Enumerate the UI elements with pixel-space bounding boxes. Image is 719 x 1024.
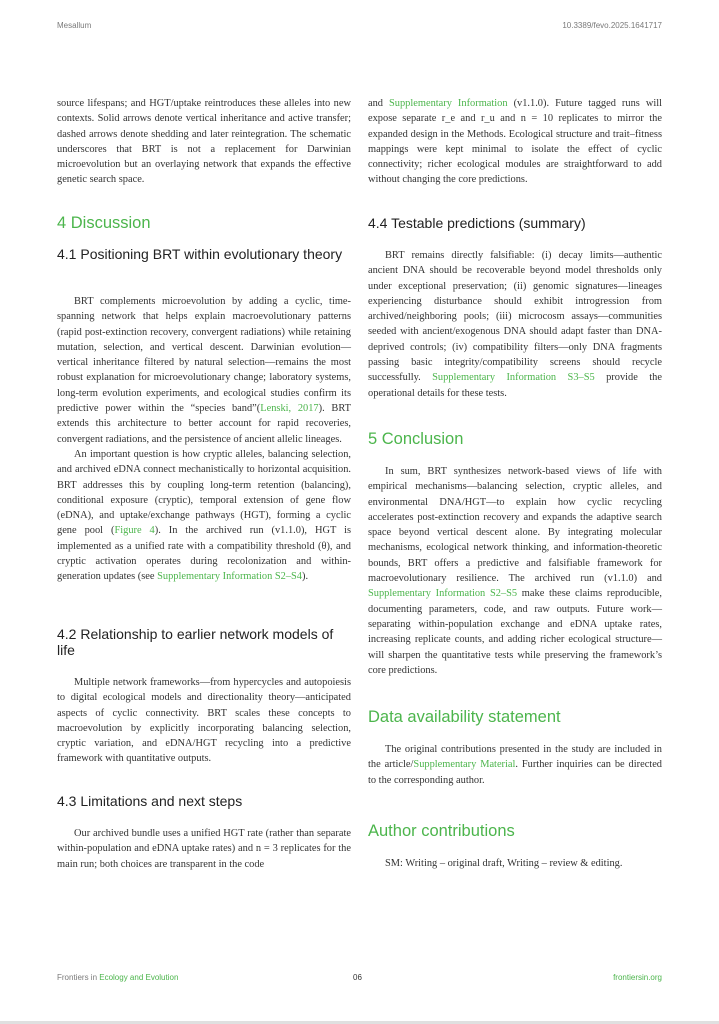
section-heading-data-availability: Data availability statement xyxy=(368,708,561,726)
figure-caption-continuation: source lifespans; and HGT/uptake reintroduces these alleles into new contexts. Solid arrows denote vertical inheritance and active transfer; dashed arrows denote shedding and later reintegration. The schematic underscores that BRT is not a replacement for Darwinian microevolution but an overlaying network that expands the effective genetic search space. xyxy=(57,98,351,186)
paragraph-4-1-a: BRT complements microevolution by adding a cyclic, time-spanning network that helps explain macroevolutionary patterns (rapid post-extinction recovery, convergent radiations) while retaining mutation, selection, and vertical descent. Darwinian evolution—vertical inheritance filtered by natural selection—remains the most robust explanation for microevolutionary change; laboratory systems, long-term evolution experiments, and ecological studies confirm its predictive power within the “species band”(Lenski, 2017). BRT extends this architecture to better account for rapid recoveries, convergent radiations, and the persistence of ancient allelic lineages. xyxy=(57,296,352,445)
paragraph-data-availability: The original contributions presented in the study are included in the article/Supplementary Material. Further inquiries can be directed to the corresponding author. xyxy=(368,744,663,786)
paragraph-conclusion: In sum, BRT synthesizes network-based views of life with empirical mechanisms—balancing selection, cryptic alleles, and environmental DNA/HGT—to explain how cyclic recycling accelerates post-extinction recovery and expands the adaptive search space beyond vertical descent alone. By integrating molecular mechanisms, ecological network thinking, and information-theoretic bounds, BRT offers a predictive and falsifiable framework for macroevolutionary resilience. The archived run (v1.1.0) and Supplementary Information S2–S5 make these claims reproducible, documenting parameters, code, and raw outputs. Future work—separating within-population exchange and eDNA uptake rates, increasing replicate counts, and adding richer ecological structure—will sharpen the quantitative tests while preserving the framework’s core predictions. xyxy=(368,466,662,676)
header-doi[interactable]: 10.3389/fevo.2025.1641717 xyxy=(562,21,662,30)
supplementary-link[interactable]: Supplementary Information S2–S5 xyxy=(368,588,518,600)
site-link[interactable]: frontiersin.org xyxy=(613,973,662,982)
supplementary-link[interactable]: Supplementary Information S3–S5 xyxy=(432,372,595,384)
section-heading-author-contributions: Author contributions xyxy=(368,822,515,840)
citation-link[interactable]: Lenski, 2017 xyxy=(260,403,319,415)
page-number: 06 xyxy=(353,973,362,982)
paragraph-4-1-b: An important question is how cryptic alleles, balancing selection, and archived eDNA connect mechanistically to horizontal acquisition. BRT addresses this by coupling long-term retention (balancing), conditional exposure (cryptic), temporal extension of gene flow (eDNA), and uptake/exchange pathways (HGT), forming a cyclic gene pool (Figure 4). In the archived run (v1.1.0), HGT is implemented as a unified rate with a compatibility threshold (θ), and cryptic activation operates during recolonization and within-generation updates (see Supplementary Information S2–S4). xyxy=(57,448,351,583)
running-header xyxy=(57,21,662,30)
subsection-heading-4-3: 4.3 Limitations and next steps xyxy=(57,793,243,809)
paragraph-4-3-continued: and Supplementary Information (v1.1.0). Future tagged runs will expose separate r_e and r_u and n = 10 replicates to mirror the expanded design in the Methods. Ecological structure and trait–fitness mappings were kept minimal to isolate the effect of cyclic connectivity; richer ecological modules are straightforward to add without changing the core predictions. xyxy=(368,98,662,186)
section-heading-discussion: 4 Discussion xyxy=(57,214,151,232)
supplementary-link[interactable]: Supplementary Information xyxy=(389,98,508,109)
journal-link[interactable]: Ecology and Evolution xyxy=(99,973,179,982)
subsection-heading-4-1: 4.1 Positioning BRT within evolutionary theory xyxy=(57,246,343,262)
figure-link[interactable]: Figure 4 xyxy=(114,525,155,537)
paragraph-4-2: Multiple network frameworks—from hypercycles and autopoiesis to digital ecological models and directionality theory—anticipated aspects of cyclic connectivity. BRT scales these concepts to macroevolution by explicitly incorporating balancing selection, cryptic variation, and eDNA/HGT recycling into a predictive framework with quantitative outputs. xyxy=(57,677,351,765)
paragraph-4-4: BRT remains directly falsifiable: (i) decay limits—authentic ancient DNA should be recoverable beyond model thresholds only under exceptional preservation; (ii) genomic signatures—lineages experiencing disturbance should exhibit introgression from archived/neighboring pools; (iii) microcosm assays—communities seeded with ancient/exogenous DNA should adapt faster than DNA-deprived controls; (iv) compatibility filters—only DNA fragments passing basic integrity/compatibility screens should recycle successfully. Supplementary Information S3–S5 provide the operational details for these tests. xyxy=(368,250,662,399)
subsection-heading-4-2: 4.2 Relationship to earlier network models of life xyxy=(57,626,334,658)
paragraph-4-3: Our archived bundle uses a unified HGT rate (rather than separate within-population and eDNA uptake rates) and n = 3 replicates for the main run; both choices are transparent in the code xyxy=(57,828,351,870)
supplementary-material-link[interactable]: Supplementary Material xyxy=(413,759,516,771)
section-heading-conclusion: 5 Conclusion xyxy=(368,430,464,448)
supplementary-link[interactable]: Supplementary Information S2–S4 xyxy=(157,571,303,583)
subsection-heading-4-4: 4.4 Testable predictions (summary) xyxy=(368,215,586,231)
header-author: Mesallum xyxy=(57,21,92,30)
footer-journal: Frontiers in Ecology and Evolution xyxy=(57,973,179,982)
paragraph-author-contributions: SM: Writing – original draft, Writing – review & editing. xyxy=(385,858,623,869)
